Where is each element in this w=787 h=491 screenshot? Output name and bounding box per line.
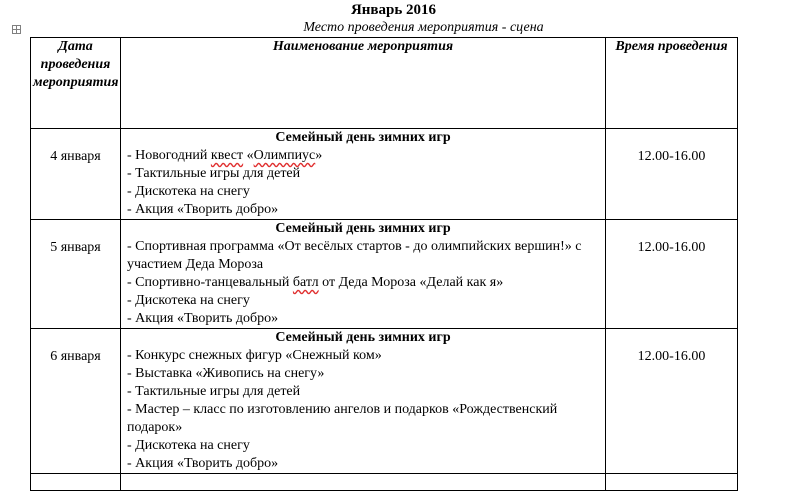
schedule-table <box>30 37 738 491</box>
event-item: - Дискотека на снегу <box>127 438 250 453</box>
event-group-title: Семейный день зимних игр <box>275 130 451 145</box>
table-header-row <box>31 38 738 129</box>
event-item: - Мастер – класс по изготовлению ангелов и подарков «Рождественский подарок» <box>127 402 558 435</box>
event-item: - Спортивно-танцевальный батл от Деда Мороза «Делай как я» <box>127 275 504 290</box>
row-events <box>121 129 606 220</box>
event-item: - Тактильные игры для детей <box>127 166 301 181</box>
row-events <box>121 220 606 329</box>
row-time: 12.00-16.00 <box>606 220 738 329</box>
event-item: - Акция «Творить добро» <box>127 202 279 217</box>
event-item: - Новогодний квест «Олимпиус» <box>127 148 323 163</box>
table-row <box>31 329 738 474</box>
event-item: - Дискотека на снегу <box>127 184 250 199</box>
row-date: 5 января <box>31 220 121 329</box>
page-title: Январь 2016 <box>350 2 437 18</box>
event-item: - Спортивная программа «От весёлых стартов - до олимпийских вершин!» с участием Деда Мороза <box>127 239 582 272</box>
table-row-partial <box>31 474 738 491</box>
row-time: 12.00-16.00 <box>606 129 738 220</box>
row-time: 12.00-16.00 <box>606 329 738 474</box>
row-events <box>121 329 606 474</box>
page-subtitle: Место проведения мероприятия - сцена <box>303 20 544 35</box>
header-name: Наименование мероприятия <box>121 38 606 129</box>
event-item: - Конкурс снежных фигур «Снежный ком» <box>127 348 382 363</box>
row-date: 4 января <box>31 129 121 220</box>
event-group-title: Семейный день зимних игр <box>275 221 451 236</box>
table-row <box>31 129 738 220</box>
event-item: - Дискотека на снегу <box>127 293 250 308</box>
event-item: - Акция «Творить добро» <box>127 456 279 471</box>
event-item: - Выставка «Живопись на снегу» <box>127 366 325 381</box>
table-row <box>31 220 738 329</box>
event-item: - Тактильные игры для детей <box>127 384 301 399</box>
event-item: - Акция «Творить добро» <box>127 311 279 326</box>
row-date: 6 января <box>31 329 121 474</box>
event-group-title: Семейный день зимних игр <box>275 330 451 345</box>
header-time: Время проведения <box>606 38 738 129</box>
header-date: Дата проведения мероприятия <box>31 38 121 129</box>
table-move-handle-icon[interactable] <box>12 25 21 34</box>
